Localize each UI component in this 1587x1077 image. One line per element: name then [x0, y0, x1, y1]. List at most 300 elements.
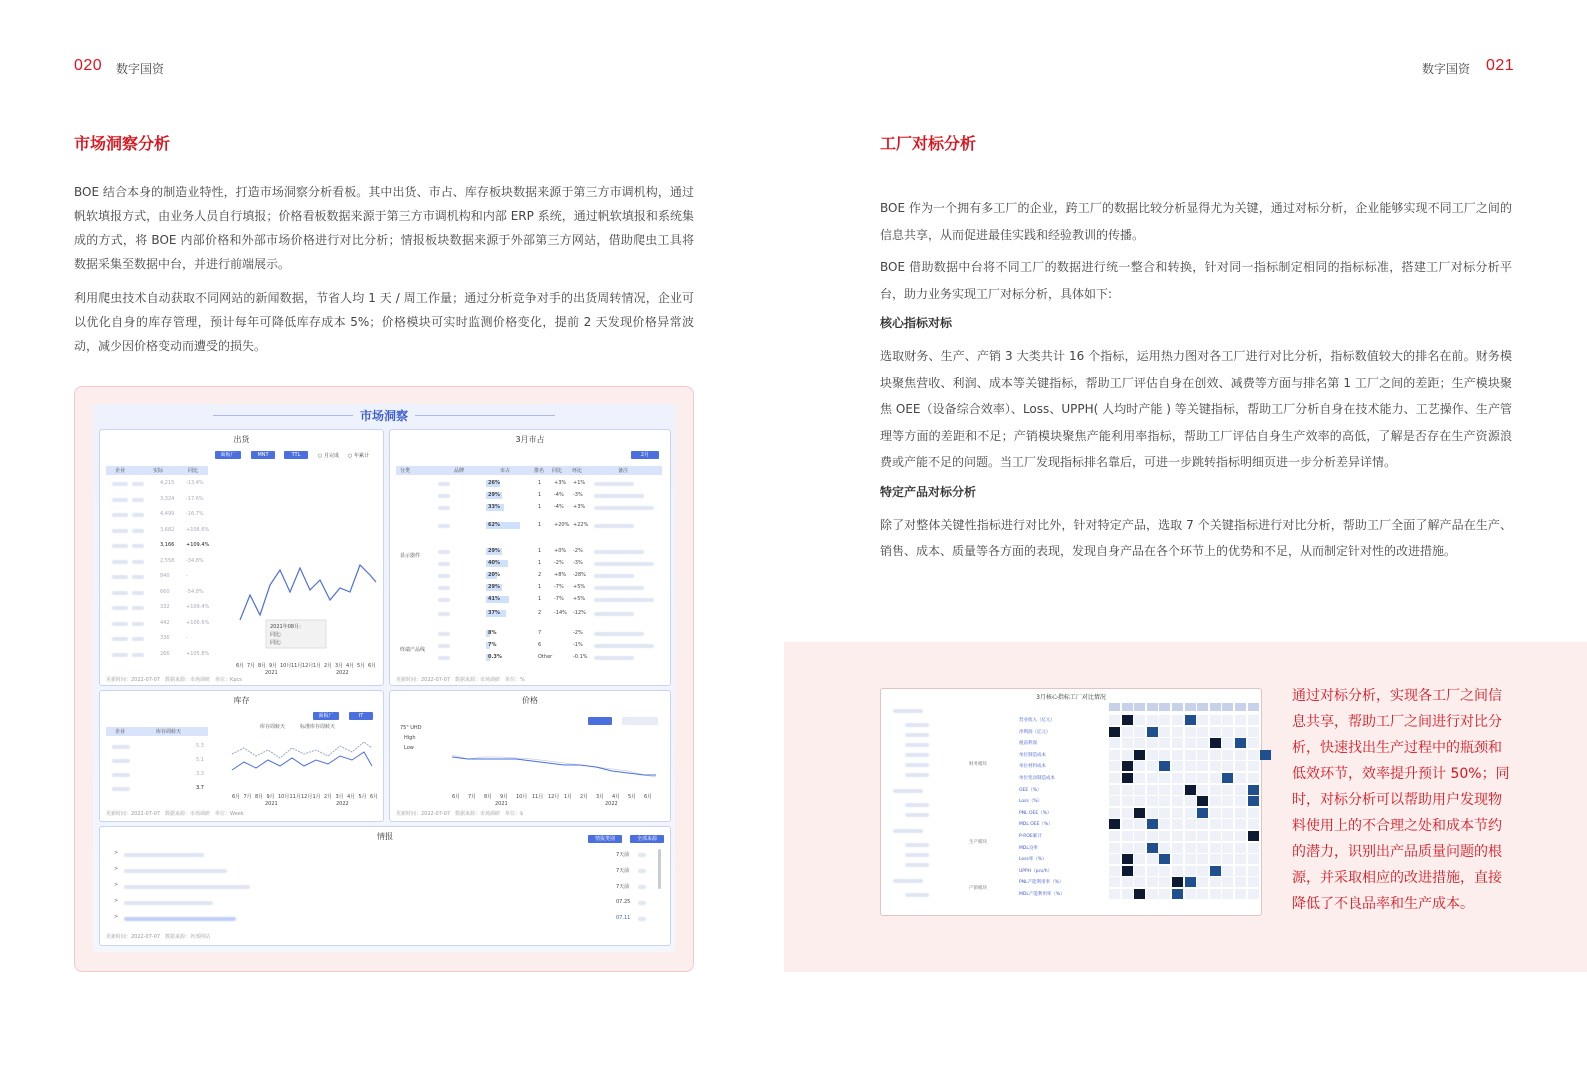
price-x-tick: 4月 [612, 794, 621, 800]
heatmap-cell-filled [1159, 761, 1170, 771]
heatmap-cell [1235, 796, 1246, 806]
share-mom: +1% [573, 480, 586, 486]
intel-row-chevron: > [114, 914, 119, 920]
inventory-row-company [112, 773, 130, 777]
heatmap-cell [1185, 866, 1196, 876]
heatmap-cell [1159, 831, 1170, 841]
right-paragraph-3: 选取财务、生产、产销 3 大类共计 16 个指标，运用热力图对各工厂进行对比分析，指标数值较大的排名在前。财务模块聚焦营收、利润、成本等关键指标，帮助工厂评估自身在创效、减费等方面与排名第 1 工厂之间的差距；生产模块聚焦 OEE（设备综合效率）、Loss、UPPH( 人均时产能 ) 等关键指标，帮助工厂分析自身在技术能力、工艺操作、生产管理等方面的差距和不足；产销模块聚焦产能利用率指标，帮助工厂评估自身生产效率的高低，了解是否存在生产资源浪费或产能不足的问题。当工厂发现指标排名靠后，可进一步跳转指标明细页进一步分析差异详情。 [880, 349, 1512, 469]
heatmap-category: 财务模块 [969, 762, 987, 767]
heatmap-cell [1159, 808, 1170, 818]
tooltip-line-1: 2021年08月: [270, 624, 301, 630]
intel-chip-source[interactable]: 全部来源 [630, 835, 664, 843]
heatmap-cell [1248, 761, 1259, 771]
heatmap-column-header [1248, 703, 1259, 711]
filter-row [905, 843, 929, 847]
shipment-radio-year[interactable]: ○ 年累计 [348, 453, 369, 459]
shipment-row-change: +109.4% [186, 604, 210, 610]
share-row-brand [438, 562, 450, 566]
heatmap-cell [1109, 866, 1120, 876]
heatmap-category: 产销模块 [969, 886, 987, 891]
share-rank: 1 [538, 522, 542, 528]
inventory-year-1: 2021 [265, 801, 278, 807]
share-rank: 1 [538, 548, 542, 554]
filter-row [905, 893, 929, 897]
heatmap-cell [1159, 877, 1170, 887]
heatmap-cell [1197, 727, 1208, 737]
intel-scrollbar[interactable] [658, 849, 661, 889]
heatmap-metric: MDL良率 [1019, 845, 1038, 851]
heatmap-cell [1172, 796, 1183, 806]
shipment-chip-ttl[interactable]: TTL [284, 451, 308, 459]
share-value: 37% [488, 610, 500, 616]
shipment-panel [99, 429, 384, 686]
price-x-tick: 12月 [548, 794, 560, 800]
heatmap-cell [1172, 738, 1183, 748]
heatmap-cell-filled [1248, 796, 1259, 806]
inventory-row-value: 5.1 [196, 757, 204, 763]
heatmap-cell-filled [1134, 750, 1145, 760]
shipment-row-company [132, 498, 144, 502]
share-mom: -28% [573, 572, 586, 578]
heatmap-cell [1248, 866, 1259, 876]
shipment-row-company [132, 606, 144, 610]
heatmap-cell [1147, 866, 1158, 876]
heatmap-cell [1122, 877, 1133, 887]
share-yoy: -14% [554, 610, 567, 616]
shipment-title: 出货 [233, 435, 250, 444]
shipment-row-company [132, 591, 144, 595]
heatmap-cell [1109, 808, 1120, 818]
share-rank: 1 [538, 492, 542, 498]
heatmap-cell-filled [1172, 877, 1183, 887]
share-rank: 1 [538, 596, 542, 602]
inventory-chip-factory[interactable]: 面板厂 [313, 712, 339, 720]
shipment-row-company [132, 482, 144, 486]
heatmap-cell [1147, 750, 1158, 760]
heatmap-cell [1235, 854, 1246, 864]
heatmap-cell [1222, 831, 1233, 841]
heatmap-cell [1134, 843, 1145, 853]
heatmap-cell [1248, 854, 1259, 864]
share-value: 20% [488, 572, 500, 578]
intel-row-title [124, 885, 250, 889]
heatmap-cell-filled [1134, 889, 1145, 899]
share-value: 33% [488, 504, 500, 510]
heatmap-cell [1147, 889, 1158, 899]
inventory-legend-1: 库存周转天 [260, 724, 286, 730]
heatmap-cell [1197, 889, 1208, 899]
share-rank: 2 [538, 610, 542, 616]
heatmap-cell [1122, 889, 1133, 899]
share-note [594, 656, 634, 660]
heatmap-cell [1109, 843, 1120, 853]
heatmap-cell [1122, 843, 1133, 853]
intel-title: 情报 [377, 832, 393, 841]
share-value: 8% [488, 630, 497, 636]
share-rank: 7 [538, 630, 542, 636]
heatmap-cell [1147, 773, 1158, 783]
share-group-terminal: 终端产品线 [400, 647, 426, 653]
price-chip-2[interactable] [622, 717, 658, 725]
filter-row [905, 763, 929, 767]
heatmap-cell [1109, 889, 1120, 899]
heatmap-cell [1122, 727, 1133, 737]
heatmap-cell [1185, 727, 1196, 737]
left-paragraph-1: BOE 结合本身的制造业特性，打造市场洞察分析看板。其中出货、市占、库存板块数据来源于第三方市调机构，通过帆软填报方式，由业务人员自行填报；价格看板数据来源于第三方市调机构和内部 ERP 系统，通过帆软填报和系统集成的方式，将 BOE 内部价格和外部市场价格进行对比分析；情报板块数据来源于外部第三方网站，借助爬虫工具将数据采集至数据中台，并进行前端展示。 [74, 185, 694, 271]
left-paragraph-2: 利用爬虫技术自动获取不同网站的新闻数据，节省人均 1 天 / 周工作量；通过分析竞争对手的出货周转情况，企业可以优化自身的库存管理，预计每年可降低库存成本 5%；价格模块可实时监测价格变化，提前 2 天发现价格异常波动，减少因价格变动而遭受的损失。 [74, 291, 694, 353]
share-rank: 2 [538, 572, 542, 578]
heatmap-cell [1185, 831, 1196, 841]
share-note [594, 644, 654, 648]
price-year-1: 2021 [495, 801, 508, 807]
shipment-x-tick: 12月 [302, 663, 314, 669]
heatmap-cell [1147, 808, 1158, 818]
share-row-brand [438, 524, 450, 528]
share-yoy: -7% [554, 596, 564, 602]
share-row-brand [438, 482, 450, 486]
filter-row [905, 813, 929, 817]
heatmap-cell [1210, 750, 1221, 760]
shipment-row-company [112, 606, 128, 610]
heatmap-cell [1248, 843, 1259, 853]
shipment-x-tick: 6月 [236, 663, 245, 669]
heatmap-cell [1147, 738, 1158, 748]
heatmap-cell [1210, 877, 1221, 887]
heatmap-cell [1159, 773, 1170, 783]
heatmap-column-header [1185, 703, 1196, 711]
share-value: 29% [488, 492, 500, 498]
shipment-row-company [112, 513, 128, 517]
heatmap-cell [1134, 877, 1145, 887]
share-mom: -1% [573, 642, 583, 648]
heatmap-cell [1185, 854, 1196, 864]
share-rank: Other [538, 654, 553, 660]
heatmap-cell [1185, 750, 1196, 760]
share-value: 40% [488, 560, 500, 566]
heatmap-cell [1197, 773, 1208, 783]
heatmap-cell-filled [1210, 866, 1221, 876]
price-chip-1[interactable] [588, 717, 612, 725]
heatmap-cell [1147, 854, 1158, 864]
share-footer: 更新时间：2022-07-07 数据来源：市场调研 单位：% [396, 677, 525, 683]
heatmap-cell [1172, 785, 1183, 795]
heatmap-cell [1248, 738, 1259, 748]
heatmap-cell [1159, 727, 1170, 737]
heatmap-cell [1109, 854, 1120, 864]
heatmap-metric: 单位材料成本 [1019, 764, 1046, 770]
heatmap-cell [1222, 808, 1233, 818]
price-x-tick: 10月 [516, 794, 528, 800]
heatmap-cell [1222, 889, 1233, 899]
heatmap-cell [1222, 785, 1233, 795]
heatmap-cell [1210, 715, 1221, 725]
shipment-chip-mnt[interactable]: MNT [251, 451, 275, 459]
heatmap-cell-filled [1185, 877, 1196, 887]
heatmap-category: 生产模块 [969, 840, 987, 845]
heatmap-cell [1185, 796, 1196, 806]
intel-row-more [638, 917, 646, 921]
intel-row-date: 7天前 [616, 852, 630, 858]
shipment-row-value: 660 [160, 588, 170, 595]
share-note [594, 506, 654, 510]
heatmap-cell [1235, 715, 1246, 725]
heatmap-metric: OEE（%） [1019, 787, 1042, 793]
heatmap-cell [1134, 831, 1145, 841]
heatmap-cell [1222, 866, 1233, 876]
heatmap-cell [1185, 808, 1196, 818]
shipment-col-yoy: 同比 [188, 468, 199, 474]
heatmap-metric: MDL产能利用率（%） [1019, 892, 1065, 897]
heatmap-cell [1197, 854, 1208, 864]
heatmap-cell [1197, 761, 1208, 771]
filter-row [905, 773, 929, 777]
heatmap-cell [1134, 785, 1145, 795]
share-group-display: 显示器件 [400, 553, 421, 559]
share-value: 29% [488, 548, 500, 554]
heatmap-cell-filled [1197, 808, 1208, 818]
shipment-row-company [112, 560, 128, 564]
shipment-x-tick: 10月 [280, 663, 292, 669]
share-value: 62% [488, 522, 500, 528]
heatmap-cell [1210, 808, 1221, 818]
heatmap-cell [1134, 796, 1145, 806]
heatmap-cell-filled [1147, 843, 1158, 853]
inventory-x-tick: 1月 [312, 794, 321, 800]
share-yoy: -2% [554, 560, 564, 566]
shipment-row-change: -13.4% [186, 480, 204, 486]
price-year-2: 2022 [605, 801, 618, 807]
heatmap-cell [1248, 773, 1259, 783]
heatmap-cell [1210, 796, 1221, 806]
heatmap-metric: PNL OEE（%） [1019, 810, 1052, 816]
shipment-row-company [132, 637, 144, 641]
heatmap-column-header [1197, 703, 1208, 711]
shipment-x-tick: 2月 [324, 663, 333, 669]
inventory-chip-it[interactable]: IT [349, 712, 373, 720]
price-uhd-line [452, 757, 656, 775]
intel-row-chevron: > [114, 866, 119, 872]
heatmap-cell [1134, 866, 1145, 876]
shipment-row-change: +105.8% [186, 650, 210, 657]
heatmap-cell [1222, 819, 1233, 829]
filter-row [905, 863, 929, 867]
left-page-number: 020 [74, 57, 103, 74]
left-section-title: 市场洞察分析 [74, 134, 171, 153]
heatmap-cell [1222, 750, 1233, 760]
share-note [594, 574, 634, 578]
shipment-row-value: 442 [160, 619, 170, 626]
heatmap-cell [1134, 819, 1145, 829]
intel-row-title [124, 901, 213, 905]
intel-row-date: 07.11 [616, 915, 631, 921]
filter-row [893, 829, 923, 833]
heatmap-cell [1122, 738, 1133, 748]
heatmap-cell [1122, 808, 1133, 818]
shipment-row-value: 3,324 [160, 495, 175, 502]
share-rank: 6 [538, 642, 542, 648]
heatmap-cell-filled [1147, 727, 1158, 737]
shipment-x-tick: 5月 [357, 663, 366, 669]
heatmap-cell [1235, 831, 1246, 841]
heatmap-cell [1159, 866, 1170, 876]
price-high-line [452, 755, 656, 777]
heatmap-cell [1109, 738, 1120, 748]
heatmap-cell [1172, 773, 1183, 783]
heatmap-cell [1159, 843, 1170, 853]
shipment-x-tick: 11月 [291, 663, 303, 669]
heatmap-cell [1235, 785, 1246, 795]
inventory-col-company: 企业 [115, 729, 126, 735]
heatmap-cell [1134, 761, 1145, 771]
heatmap-cell [1235, 889, 1246, 899]
heatmap-cell [1235, 877, 1246, 887]
heatmap-cell [1222, 854, 1233, 864]
intel-chip-category[interactable]: 情报类别 [588, 835, 622, 843]
heatmap-cell [1109, 715, 1120, 725]
share-mom: -12% [573, 610, 586, 616]
share-yoy: +3% [554, 480, 567, 486]
shipment-row-value: 840 [160, 573, 170, 579]
heatmap-cell [1222, 877, 1233, 887]
heatmap-cell-filled [1235, 738, 1246, 748]
heatmap-cell [1172, 750, 1183, 760]
heatmap-metric: MDL OEE（%） [1019, 822, 1053, 828]
shipment-row-value: 3,682 [160, 526, 175, 533]
heatmap-cell [1235, 727, 1246, 737]
share-header-cell: 分类 [400, 468, 411, 474]
shipment-row-change: -17.6% [186, 495, 204, 502]
heatmap-cell [1197, 715, 1208, 725]
right-page-number: 021 [1486, 57, 1515, 74]
price-x-tick: 7月 [468, 794, 477, 800]
intel-row-title [124, 917, 236, 921]
share-row-brand [438, 656, 450, 660]
filter-row [905, 803, 929, 807]
heatmap-cell [1248, 819, 1259, 829]
heatmap-column-header [1122, 703, 1133, 711]
heatmap-metric: PNL产能利用率（%） [1019, 880, 1064, 886]
inventory-row-company [112, 787, 130, 791]
heatmap-cell [1222, 727, 1233, 737]
shipment-row-company [132, 513, 144, 517]
share-rank: 1 [538, 480, 542, 486]
intel-row-title [124, 869, 227, 873]
share-row-brand [438, 494, 450, 498]
share-mom: +22% [573, 522, 589, 528]
subheading-product-benchmark: 特定产品对标分析 [880, 484, 977, 499]
intel-row-date: 7天前 [616, 884, 630, 890]
filter-row [905, 853, 929, 857]
heatmap-cell [1147, 877, 1158, 887]
share-row-brand [438, 506, 450, 510]
inventory-x-tick: 6月 [232, 794, 241, 800]
share-row-brand [438, 586, 450, 590]
heatmap-cell [1185, 773, 1196, 783]
heatmap-cell [1159, 785, 1170, 795]
heatmap-cell [1248, 889, 1259, 899]
filter-row [905, 733, 929, 737]
share-chip-month[interactable]: 2月 [631, 451, 659, 459]
share-mom: +5% [573, 584, 586, 590]
share-header-cell: 市占 [500, 468, 511, 474]
share-value: 41% [488, 596, 500, 602]
inventory-row-value: 3.7 [196, 785, 204, 791]
intel-footer: 更新时间：2022-07-07 数据来源：外部网站 [106, 934, 211, 940]
heatmap-cell [1109, 750, 1120, 760]
heatmap-cell [1159, 750, 1170, 760]
heatmap-cell [1109, 773, 1120, 783]
share-row-brand [438, 574, 450, 578]
heatmap-cell [1210, 843, 1221, 853]
heatmap-metric: 单位制造成本 [1019, 752, 1046, 758]
shipment-row-company [112, 591, 128, 595]
shipment-row-company [112, 498, 128, 502]
heatmap-cell [1172, 727, 1183, 737]
heatmap-cell-filled [1197, 796, 1208, 806]
inventory-x-tick: 9月 [266, 794, 275, 800]
shipment-chip-factory[interactable]: 面板厂 [215, 451, 241, 459]
shipment-row-company [112, 575, 128, 579]
heatmap-column-header [1172, 703, 1183, 711]
heatmap-column-header [1109, 703, 1120, 711]
share-note [594, 598, 654, 602]
shipment-x-tick: 8月 [258, 663, 267, 669]
heatmap-cell [1210, 727, 1221, 737]
inventory-x-tick: 3月 [335, 794, 344, 800]
heatmap-cell-filled [1185, 785, 1196, 795]
price-x-tick: 8月 [484, 794, 493, 800]
heatmap-cell-filled [1159, 854, 1170, 864]
shipment-row-value: 336 [160, 635, 170, 641]
shipment-radio-month[interactable]: ○ 月完成 [318, 453, 339, 459]
share-panel [389, 429, 671, 686]
shipment-row-change: +106.6% [186, 526, 210, 533]
inventory-x-tick: 7月 [243, 794, 252, 800]
heatmap-cell [1235, 808, 1246, 818]
heatmap-cell [1222, 843, 1233, 853]
shipment-row-company [132, 529, 144, 533]
inventory-line-chart [212, 736, 378, 796]
inventory-x-tick: 8月 [255, 794, 264, 800]
heatmap-metric: Loss率（%） [1019, 857, 1047, 863]
heatmap-metric: Loss（%） [1019, 799, 1043, 805]
tooltip-line-2: 同比: [270, 632, 282, 638]
heatmap-cell [1172, 854, 1183, 864]
heatmap-metric: P-ROE累计 [1019, 834, 1042, 839]
share-header-cell: 备注 [618, 468, 629, 474]
intel-row-title [124, 853, 204, 857]
heatmap-cell [1134, 727, 1145, 737]
heatmap-metric: 税前利润 [1019, 741, 1037, 747]
shipment-row-change: - [186, 635, 188, 641]
heatmap-cell [1235, 750, 1246, 760]
heatmap-cell-filled [1122, 773, 1133, 783]
share-note [594, 586, 644, 590]
share-mom: -3% [573, 492, 583, 498]
inventory-x-tick: 10月 [278, 794, 290, 800]
heatmap-cell [1197, 750, 1208, 760]
intel-row-chevron: > [114, 898, 119, 904]
filter-row [893, 879, 923, 883]
filter-row [893, 709, 923, 713]
right-paragraph-4: 除了对整体关键性指标进行对比外，针对特定产品，选取 7 个关键指标进行对比分析，帮助工厂全面了解产品在生产、销售、成本、质量等各方面的表现，发现自身产品在各个环节上的优势和不足，从而制定针对性的改进措施。 [880, 517, 1512, 558]
market-dashboard-card [74, 386, 694, 972]
heatmap-cell-filled [1172, 889, 1183, 899]
share-mom: -3% [573, 560, 583, 566]
heatmap-cell-filled [1109, 727, 1120, 737]
price-x-tick: 3月 [596, 794, 605, 800]
share-mom: -0.1% [573, 654, 588, 660]
